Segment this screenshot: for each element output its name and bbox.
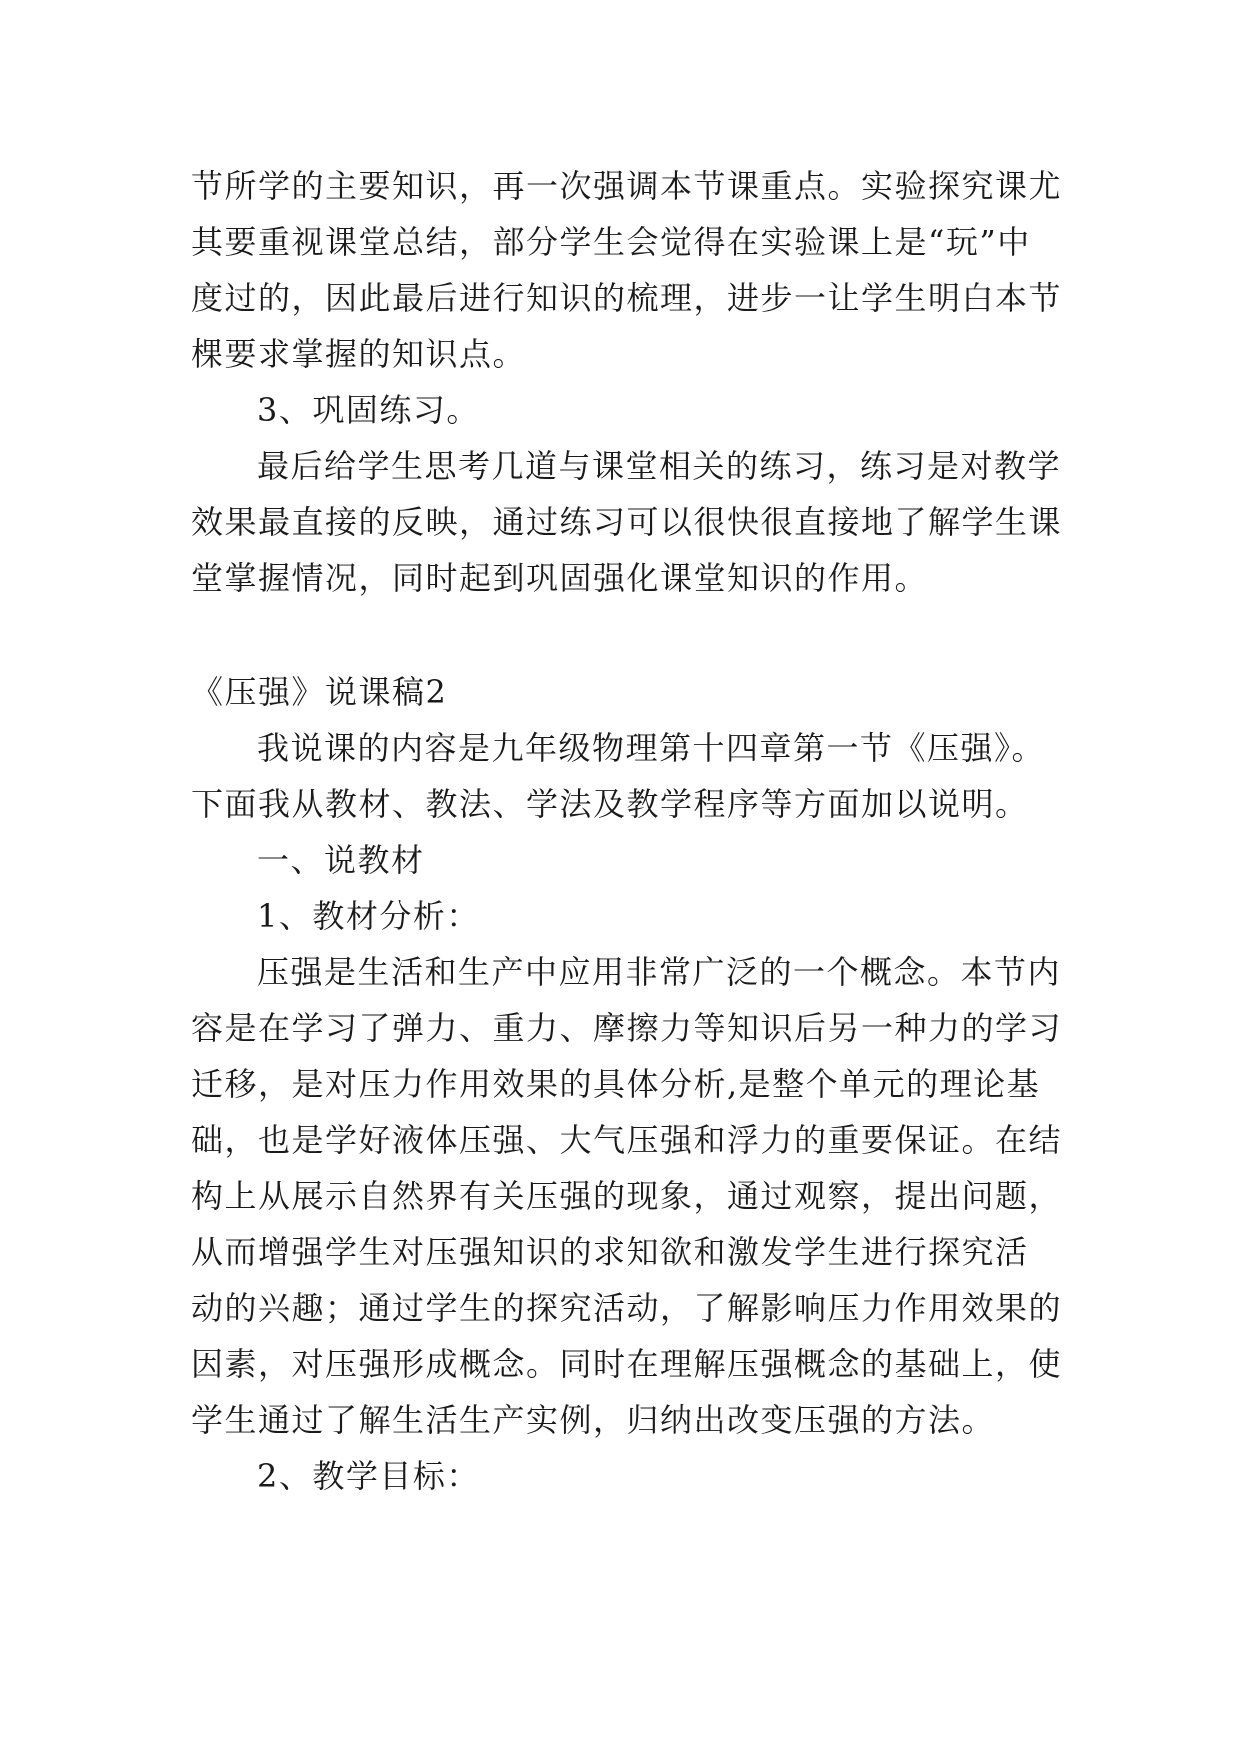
paragraph-line: 迁移，是对压力作用效果的具体分析,是整个单元的理论基 bbox=[191, 1065, 1041, 1103]
paragraph-line: 因素，对压强形成概念。同时在理解压强概念的基础上，使 bbox=[191, 1345, 1063, 1383]
paragraph-line: 构上从展示自然界有关压强的现象，通过观察，提出问题， bbox=[191, 1177, 1063, 1215]
paragraph-line: 础，也是学好液体压强、大气压强和浮力的重要保证。在结 bbox=[191, 1121, 1063, 1159]
paragraph-line: 节所学的主要知识，再一次强调本节课重点。实验探究课尤 bbox=[191, 167, 1063, 205]
document-title: 《压强》说课稿2 bbox=[191, 673, 448, 711]
paragraph-line: 效果最直接的反映，通过练习可以很快很直接地了解学生课 bbox=[191, 503, 1063, 541]
paragraph-line: 其要重视课堂总结，部分学生会觉得在实验课上是“玩”中 bbox=[191, 223, 1031, 261]
paragraph-line: 下面我从教材、教法、学法及教学程序等方面加以说明。 bbox=[191, 785, 1029, 823]
section-heading: 2、教学目标： bbox=[257, 1457, 480, 1495]
section-heading: 一、说教材 bbox=[257, 841, 425, 879]
paragraph-line: 从而增强学生对压强知识的求知欲和激发学生进行探究活 bbox=[191, 1233, 1029, 1271]
paragraph-line: 堂掌握情况，同时起到巩固强化课堂知识的作用。 bbox=[191, 559, 929, 597]
paragraph-line: 学生通过了解生活生产实例，归纳出改变压强的方法。 bbox=[191, 1401, 996, 1439]
paragraph-line: 棵要求掌握的知识点。 bbox=[191, 335, 527, 373]
paragraph-line: 我说课的内容是九年级物理第十四章第一节《压强》。 bbox=[257, 729, 1046, 767]
section-heading: 1、教材分析： bbox=[257, 897, 480, 935]
paragraph-line: 压强是生活和生产中应用非常广泛的一个概念。本节内 bbox=[257, 953, 1062, 991]
paragraph-line: 度过的，因此最后进行知识的梳理，进步一让学生明白本节 bbox=[191, 279, 1063, 317]
paragraph-line: 动的兴趣；通过学生的探究活动，了解影响压力作用效果的 bbox=[191, 1289, 1063, 1327]
section-heading: 3、巩固练习。 bbox=[257, 391, 480, 429]
paragraph-line: 最后给学生思考几道与课堂相关的练习，练习是对教学 bbox=[257, 447, 1062, 485]
paragraph-line: 容是在学习了弹力、重力、摩擦力等知识后另一种力的学习 bbox=[191, 1009, 1063, 1047]
